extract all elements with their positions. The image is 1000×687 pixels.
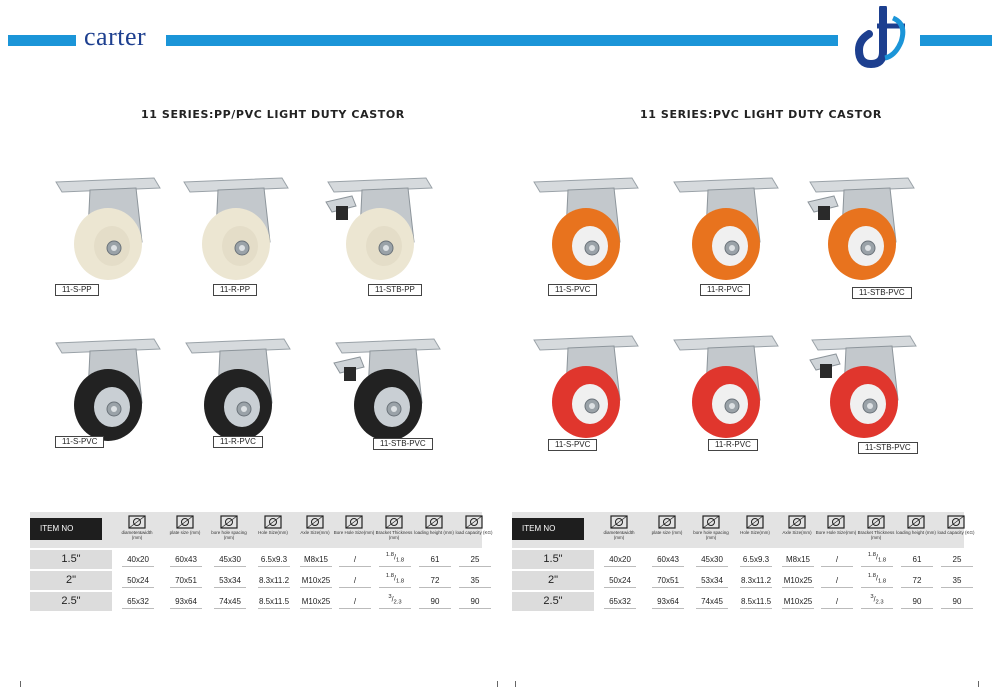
column-header-label: Bracket Thickness (mm) (857, 530, 895, 540)
product-label: 11-S-PP (55, 284, 99, 296)
column-header-label: plate size (mm) (651, 530, 683, 535)
bracket-thickness-value: $^{1.8}/_{1.8}$ (867, 573, 887, 585)
bracket-thickness-value: $^3/_{2.3}$ (870, 594, 884, 606)
castor-wheel-icon (330, 333, 450, 448)
product-image (804, 172, 924, 302)
product-image (528, 172, 648, 302)
column-header (116, 514, 158, 548)
product-image (668, 172, 788, 302)
bracket-thickness-value: $^{1.8}/_{1.8}$ (385, 552, 405, 564)
column-header-label: bore hole spacing (mm) (693, 530, 729, 540)
castor-wheel-icon (806, 330, 926, 445)
table-cell: 90 (455, 592, 495, 611)
table-cell: / (817, 571, 857, 590)
table-cell: 61 (897, 550, 937, 569)
table-cell: 61 (415, 550, 455, 569)
castor-wheel-icon (322, 172, 442, 287)
table-cell: 74x45 (210, 592, 250, 611)
table-cell (375, 550, 415, 569)
column-header (373, 514, 415, 548)
header-bar-left (8, 35, 76, 46)
header-bar-right (920, 35, 992, 46)
table-cell: 50x24 (600, 571, 640, 590)
table-cell: 53x34 (210, 571, 250, 590)
table-cell: 25 (937, 550, 977, 569)
row-size-label: 2.5" (30, 592, 112, 611)
table-cell: 8.3x11.2 (736, 571, 776, 590)
spec-icon (609, 514, 629, 530)
castor-wheel-icon (668, 172, 788, 287)
column-header-label: Hole Size(mm) (740, 530, 770, 535)
table-cell: 40x20 (118, 550, 158, 569)
table-cell: M8x15 (296, 550, 336, 569)
table-cell: 90 (897, 592, 937, 611)
column-header-label: load capacity (KG) (455, 530, 493, 535)
bracket-thickness-value: $^{1.8}/_{1.8}$ (385, 573, 405, 585)
column-header-label: Hole Size(mm) (258, 530, 288, 535)
column-header-label: Bracket Thickness (mm) (375, 530, 413, 540)
row-size-label: 1.5" (512, 550, 594, 569)
column-header-label: Axle Size(mm) (300, 530, 330, 535)
castor-wheel-icon (180, 333, 300, 448)
table-cell: 90 (415, 592, 455, 611)
spec-icon (906, 514, 926, 530)
column-header (815, 514, 857, 548)
column-header (598, 514, 640, 548)
product-label: 11-STB-PP (368, 284, 422, 296)
column-header-label: load capacity (KG) (937, 530, 975, 535)
castor-wheel-icon (528, 172, 648, 287)
table-cell: M8x15 (778, 550, 818, 569)
column-header-label: bore hole spacing (mm) (211, 530, 247, 540)
spec-icon (424, 514, 444, 530)
table-cell: 72 (897, 571, 937, 590)
column-header (413, 514, 455, 548)
product-label: 11-STB-PVC (858, 442, 918, 454)
table-cell: / (335, 550, 375, 569)
column-header (333, 514, 375, 548)
crop-mark (497, 681, 498, 687)
row-size-label: 1.5" (30, 550, 112, 569)
table-cell: 90 (937, 592, 977, 611)
product-label: 11-S-PVC (548, 439, 597, 451)
spec-icon (826, 514, 846, 530)
item-no-header: ITEM NO (512, 518, 584, 540)
column-header-label: Axle Size(mm) (782, 530, 812, 535)
castor-wheel-icon (528, 330, 648, 445)
table-cell: 65x32 (118, 592, 158, 611)
brand-name: carter (84, 22, 147, 51)
column-header (855, 514, 897, 548)
column-header (294, 514, 336, 548)
castor-wheel-icon (50, 333, 170, 448)
table-cell: 45x30 (210, 550, 250, 569)
castor-wheel-icon (50, 172, 170, 287)
crop-mark (20, 681, 21, 687)
spec-icon (787, 514, 807, 530)
table-cell: M10x25 (778, 571, 818, 590)
table-cell (857, 592, 897, 611)
spec-icon (127, 514, 147, 530)
table-cell: 40x20 (600, 550, 640, 569)
column-header (208, 514, 250, 548)
right-section-title: 11 SERIES:PVC LIGHT DUTY CASTOR (640, 108, 882, 121)
table-cell: / (817, 550, 857, 569)
product-label: 11-R-PVC (213, 436, 263, 448)
table-cell: 6.5x9.3 (254, 550, 294, 569)
table-cell: / (335, 571, 375, 590)
table-cell: 70x51 (648, 571, 688, 590)
row-size-label: 2.5" (512, 592, 594, 611)
spec-icon (701, 514, 721, 530)
table-cell: 60x43 (166, 550, 206, 569)
product-image (806, 330, 926, 460)
crop-mark (515, 681, 516, 687)
bracket-thickness-value: $^3/_{2.3}$ (388, 594, 402, 606)
table-cell (375, 571, 415, 590)
row-size-label: 2" (512, 571, 594, 590)
table-cell: 93x64 (648, 592, 688, 611)
table-cell: / (335, 592, 375, 611)
carter-logo-icon (853, 6, 911, 68)
column-header-label: Bore Hole Size(mm) (333, 530, 375, 535)
spec-icon (657, 514, 677, 530)
table-cell: 8.3x11.2 (254, 571, 294, 590)
product-label: 11-S-PVC (55, 436, 104, 448)
castor-wheel-icon (668, 330, 788, 445)
product-image (50, 172, 170, 302)
spec-icon (946, 514, 966, 530)
product-label: 11-STB-PVC (373, 438, 433, 450)
item-no-header: ITEM NO (30, 518, 102, 540)
row-size-label: 2" (30, 571, 112, 590)
header-bar-middle (166, 35, 838, 46)
bracket-thickness-value: $^{1.8}/_{1.8}$ (867, 552, 887, 564)
table-cell: 25 (455, 550, 495, 569)
right-spec-table (512, 512, 975, 612)
table-cell (375, 592, 415, 611)
column-header-label: Bore Hole Size(mm) (815, 530, 857, 535)
table-cell: 65x32 (600, 592, 640, 611)
table-cell: 45x30 (692, 550, 732, 569)
column-header (776, 514, 818, 548)
table-cell: 6.5x9.3 (736, 550, 776, 569)
table-cell: 74x45 (692, 592, 732, 611)
castor-wheel-icon (804, 172, 924, 287)
spec-icon (745, 514, 765, 530)
table-cell: 60x43 (648, 550, 688, 569)
table-cell: 93x64 (166, 592, 206, 611)
spec-icon (219, 514, 239, 530)
product-image (178, 172, 298, 302)
table-cell: M10x25 (778, 592, 818, 611)
spec-icon (263, 514, 283, 530)
product-image (322, 172, 442, 302)
column-header-label: diameter&width (mm) (121, 530, 153, 540)
table-cell: 35 (937, 571, 977, 590)
column-header (690, 514, 732, 548)
product-label: 11-STB-PVC (852, 287, 912, 299)
table-cell: / (817, 592, 857, 611)
product-label: 11-R-PVC (700, 284, 750, 296)
column-header (734, 514, 776, 548)
column-header (895, 514, 937, 548)
table-cell: 70x51 (166, 571, 206, 590)
spec-icon (464, 514, 484, 530)
product-label: 11-R-PVC (708, 439, 758, 451)
column-header-label: loading height (mm) (414, 530, 454, 535)
column-header (252, 514, 294, 548)
column-header-label: loading height (mm) (896, 530, 936, 535)
spec-icon (384, 514, 404, 530)
column-header (453, 514, 495, 548)
crop-mark (978, 681, 979, 687)
left-spec-table (30, 512, 493, 612)
left-section-title: 11 SERIES:PP/PVC LIGHT DUTY CASTOR (141, 108, 405, 121)
column-header (164, 514, 206, 548)
table-cell: 8.5x11.5 (254, 592, 294, 611)
spec-icon (175, 514, 195, 530)
column-header (935, 514, 977, 548)
table-cell: 50x24 (118, 571, 158, 590)
castor-wheel-icon (178, 172, 298, 287)
table-cell: M10x25 (296, 592, 336, 611)
table-cell: 35 (455, 571, 495, 590)
table-cell: M10x25 (296, 571, 336, 590)
spec-icon (866, 514, 886, 530)
table-cell: 8.5x11.5 (736, 592, 776, 611)
spec-icon (305, 514, 325, 530)
table-cell: 72 (415, 571, 455, 590)
column-header (646, 514, 688, 548)
table-cell (857, 550, 897, 569)
product-label: 11-R-PP (213, 284, 257, 296)
product-label: 11-S-PVC (548, 284, 597, 296)
spec-icon (344, 514, 364, 530)
table-cell (857, 571, 897, 590)
column-header-label: plate size (mm) (169, 530, 201, 535)
table-cell: 53x34 (692, 571, 732, 590)
column-header-label: diameter&width (mm) (603, 530, 635, 540)
